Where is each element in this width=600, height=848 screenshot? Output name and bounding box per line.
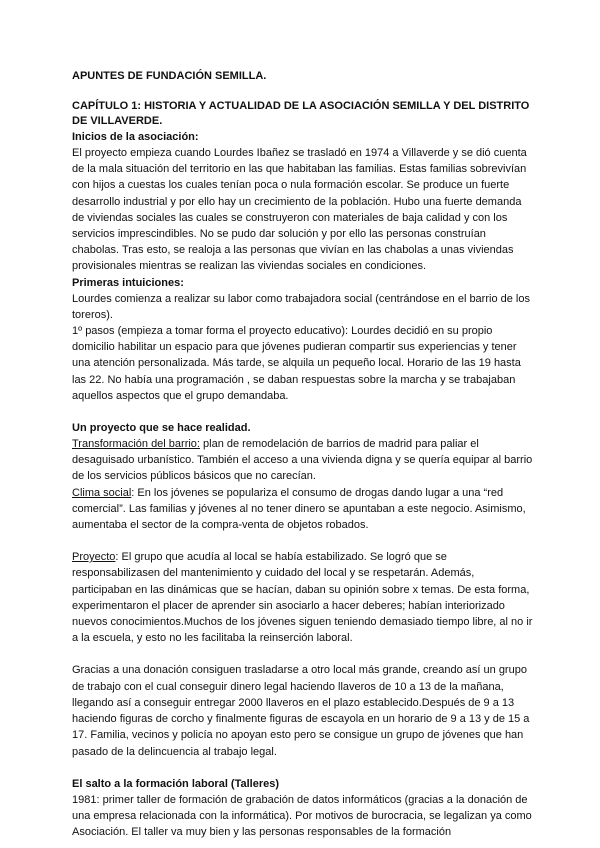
text-transformacion: plan de remodelación de barrios de madrid para paliar el desaguisado urbanístico. También el acceso a una vivienda digna y se quería equipar al barrio de los servicios públicos básicos que no carecían. [72,438,533,483]
spacer [72,533,534,549]
paragraph-transformacion [72,436,534,485]
label-transformacion: Transformación del barrio: [72,438,200,451]
text-clima: : En los jóvenes se populariza el consumo de drogas dando lugar a una “red comercial”. Las familias y jóvenes al no tener dinero se apuntaban a este negocio. Asimismo, aumentaba el sector de la compra-venta de objetos robados. [72,486,526,532]
section-heading-intuiciones: Primeras intuiciones: [72,276,184,289]
paragraph-intuiciones-2: 1º pasos (empieza a tomar forma el proyecto educativo): Lourdes decidió en su propio domicilio habilitar un espacio para que jóvenes pudieran compartir sus experiencias y tener una atención personalizada. Más tarde, se alquila un pequeño local. Horario de las 19 hasta las 22. No había una programación , se daban respuestas sobre la marcha y se trabajaban aquellos aspectos que el grupo demandaba. [72,325,521,402]
paragraph-intuiciones-1: Lourdes comienza a realizar su labor como trabajadora social (centrándose en el barrio de los toreros). [72,292,530,321]
spacer [72,404,534,420]
paragraph-proyecto [72,549,534,646]
document-title: APUNTES DE FUNDACIÓN SEMILLA. [72,70,267,82]
section-heading-salto: El salto a la formación laboral (Talleres) [72,777,280,790]
paragraph-salto: 1981: primer taller de formación de grabación de datos informáticos (gracias a la donación de una empresa relacionada con la informática). Por motivos de burocracia, se legalizan ya como Asociación. El taller va muy bien y las personas responsables de la formación [72,793,532,839]
label-proyecto: Proyecto [72,551,116,564]
text-proyecto: : El grupo que acudía al local se había estabilizado. Se logró que se responsabilizasen del mantenimiento y cuidado del local y se respetarán. Además, participaban en las dinámicas que se hacían, daban su opinión sobre x temas. De esta forma, experimentaron el placer de aprender sin asociarlo a hacer deberes; habían interiorizado nuevos conocimientos.Muchos de los jóvenes siguen teniendo demasiado tiempo libre, al no ir a la escuela, y esto no les facilitaba la reinserción laboral. [72,551,533,645]
section-heading-realidad: Un proyecto que se hace realidad. [72,422,251,435]
paragraph-inicios: El proyecto empieza cuando Lourdes Ibañez se trasladó en 1974 a Villaverde y se dió cuenta de la mala situación del territorio en las que habitaban las familias. Estas familias sobrevivían con hijos a cuestas los cuales tenían poca o nula formación escolar. Se produce un fuerte desarrollo industrial y por ello hay un crecimiento de la población. Hubo una fuerte demanda de viviendas sociales las cuales se construyeron con materiales de baja calidad y con los servicios imprescindibles. No se pudo dar solución y por ello las personas construían chabolas. Tras esto, se realoja a las personas que vivían en las chabolas a unas viviendas provisionales mientras se realizan las viviendas sociales en condiciones. [72,147,527,273]
document-body [72,68,534,840]
section-heading-inicios: Inicios de la asociación: [72,131,199,143]
chapter-title: CAPÍTULO 1: HISTORIA Y ACTUALIDAD DE LA ASOCIACIÓN SEMILLA Y DEL DISTRITO DE VILLAVERDE. [72,100,530,127]
paragraph-donacion: Gracias a una donación consiguen trasladarse a otro local más grande, creando así un grupo de trabajo con el cual conseguir dinero legal haciendo llaveros de 10 a 13 de la mañana, llegando así a conseguir entregar 2000 llaveros en el plazo establecido.Después de 9 a 13 haciendo figuras de corcho y finalmente figuras de escayola en un horario de 9 a 13 y de 15 a 17. Familia, vecinos y policía no apoyan esto pero se consigue un grupo de jóvenes que han pasado de la delincuencia al trabajo legal. [72,664,530,758]
paragraph-clima [72,485,534,534]
spacer [72,646,534,662]
spacer [72,760,534,776]
label-clima: Clima social [72,486,132,499]
